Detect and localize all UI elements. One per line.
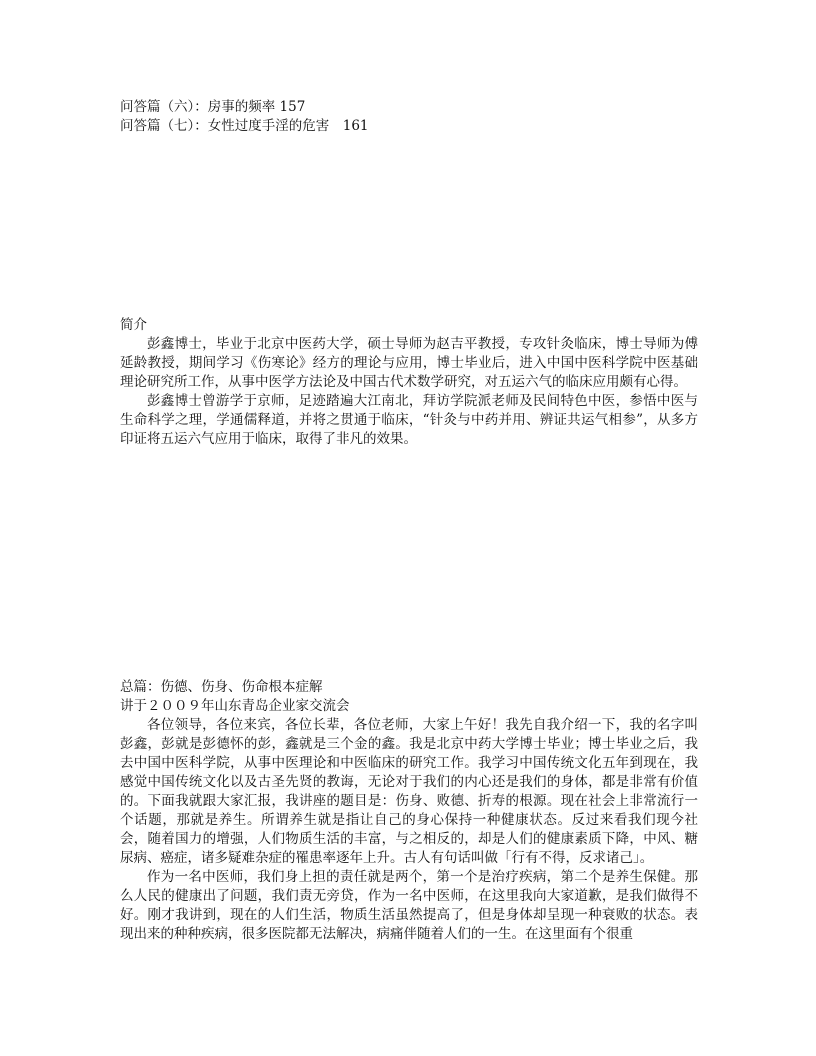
intro-section [120,316,698,449]
lecture-section [120,678,698,944]
lecture-paragraph: 作为一名中医师，我们身上担的责任就是两个，第一个是治疗疾病，第二个是养生保健。那么人民的健康出了问题，我们责无旁贷，作为一名中医师，在这里我向大家道歉，是我们做得不好。刚才我讲到，现在的人们生活，物质生活虽然提高了，但是身体却呈现一种衰败的状态。表现出来的种种疾病，很多医院都无法解决，病痛伴随着人们的一生。在这里面有个很重 [120,869,698,942]
lecture-subtitle: 讲于２００９年山东青岛企业家交流会 [120,698,350,714]
intro-paragraph: 彭鑫博士，毕业于北京中医药大学，硕士导师为赵吉平教授，专攻针灸临床，博士导师为傅延龄教授，期间学习《伤寒论》经方的理论与应用，博士毕业后，进入中国中医科学院中医基础理论研究所工作，从事中医学方法论及中国古代术数学研究，对五运六气的临床应用颇有心得。 [120,336,698,390]
table-of-contents [120,98,698,136]
toc-entry: 问答篇（七）：女性过度手淫的危害 161 [120,118,369,134]
lecture-paragraph: 各位领导，各位来宾，各位长辈，各位老师，大家上午好！我先自我介绍一下，我的名字叫彭鑫，彭就是彭德怀的彭，鑫就是三个金的鑫。我是北京中药大学博士毕业；博士毕业之后，我去中国中医科学院，从事中医理论和中医临床的研究工作。我学习中国传统文化五年到现在，我感觉中国传统文化以及古圣先贤的教诲，无论对于我们的内心还是我们的身体，都是非常有价值的。下面我就跟大家汇报，我讲座的题目是：伤身、败德、折寿的根源。现在社会上非常流行一个话题，那就是养生。所谓养生就是指让自己的身心保持一种健康状态。反过来看我们现今社会，随着国力的增强，人们物质生活的丰富，与之相反的，却是人们的健康素质下降，中风、糖尿病、癌症，诸多疑难杂症的罹患率逐年上升。古人有句话叫做「行有不得，反求诸己」。 [120,717,698,866]
intro-paragraph: 彭鑫博士曾游学于京师，足迹踏遍大江南北，拜访学院派老师及民间特色中医，参悟中医与生命科学之理，学通儒释道，并将之贯通于临床，“针灸与中药并用、辨证共运气相参”，从多方印证将五运六气应用于临床，取得了非凡的效果。 [120,393,698,447]
lecture-title: 总篇：伤德、伤身、伤命根本症解 [120,679,323,695]
intro-heading: 简介 [120,317,147,333]
toc-entry: 问答篇（六）：房事的频率 157 [120,99,306,115]
